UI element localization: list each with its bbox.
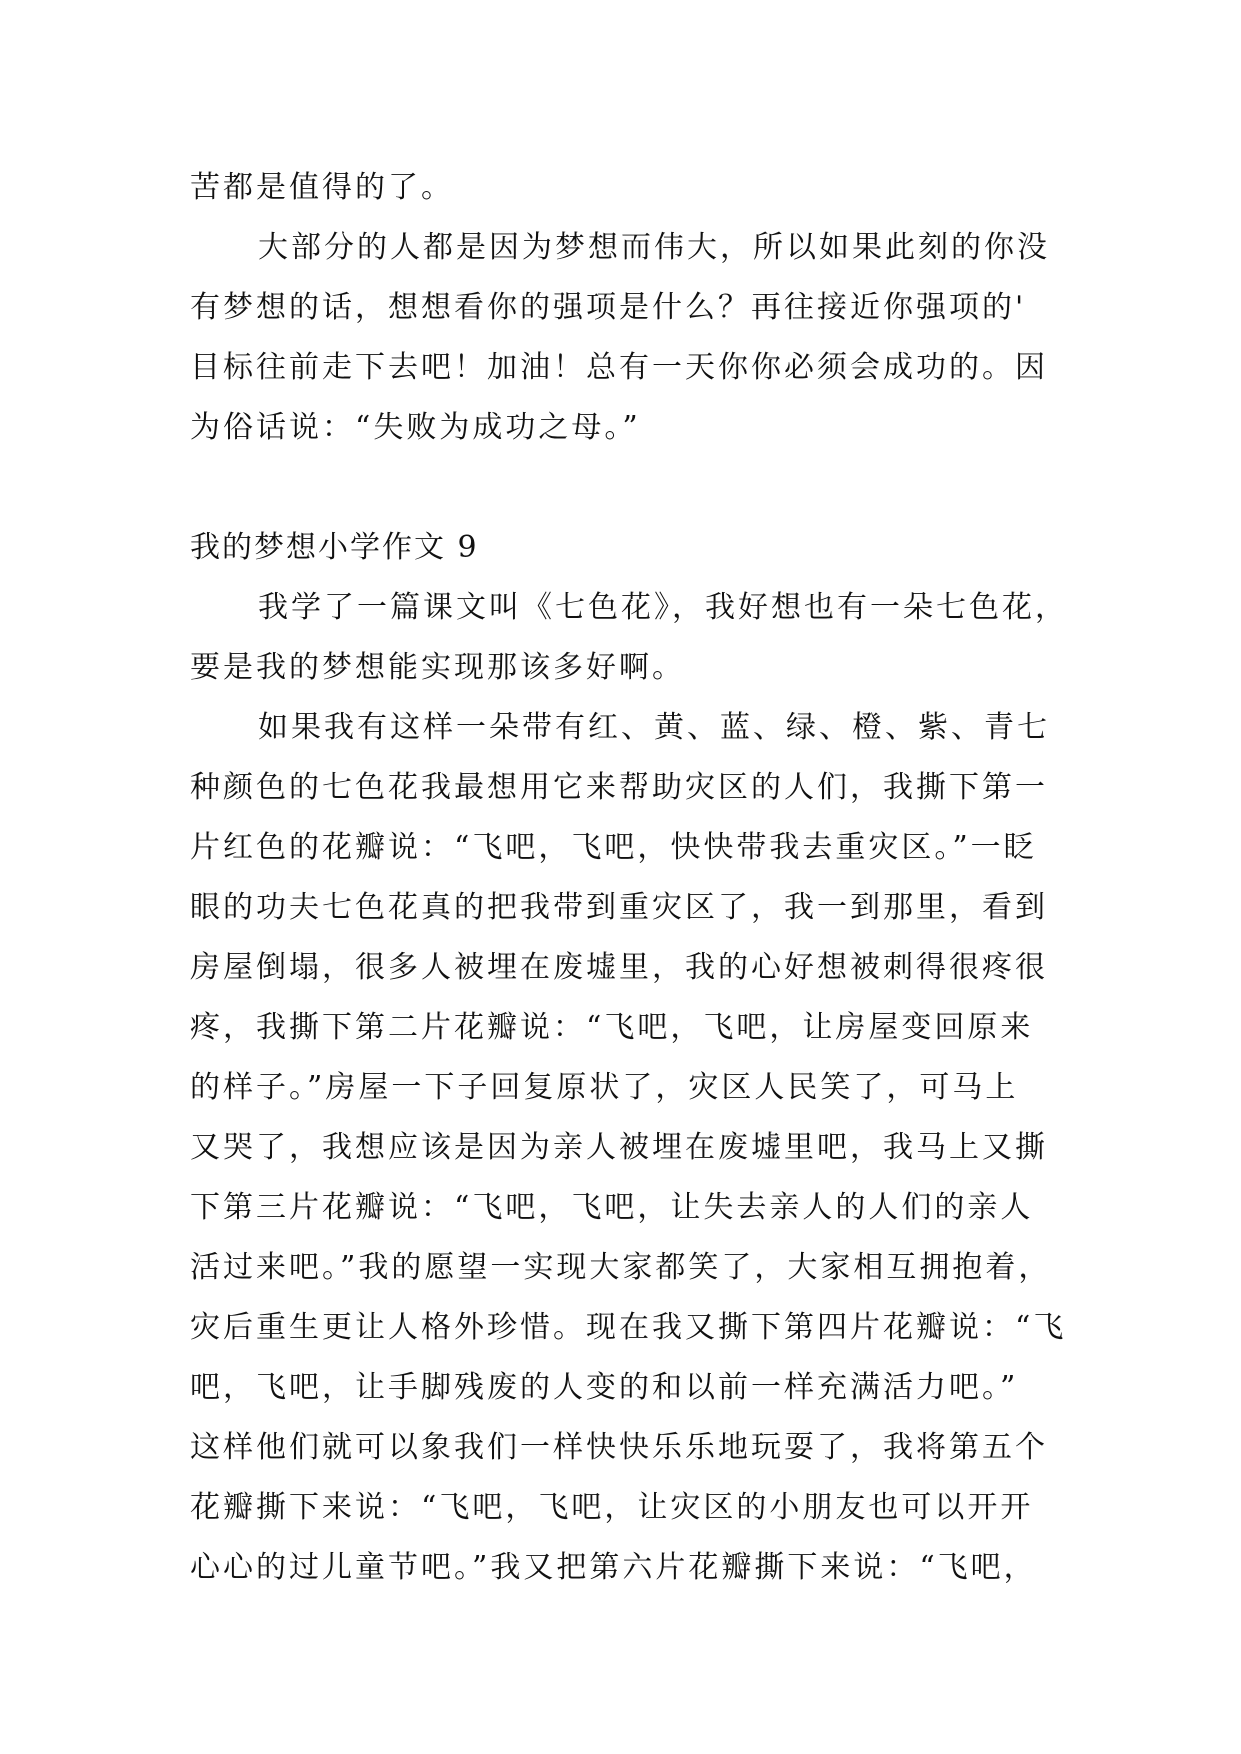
paragraph-line: 为俗话说：“失败为成功之母。” (190, 410, 641, 445)
paragraph-line: 种颜色的七色花我最想用它来帮助灾区的人们，我撕下第一 (190, 770, 1048, 805)
paragraph-line: 如果我有这样一朵带有红、黄、蓝、绿、橙、紫、青七 (258, 710, 1050, 745)
paragraph-line: 要是我的梦想能实现那该多好啊。 (190, 650, 685, 685)
paragraph-line: 下第三片花瓣说：“飞吧，飞吧，让失去亲人的人们的亲人 (190, 1190, 1034, 1225)
section-gap (190, 458, 1050, 518)
paragraph-line: 我学了一篇课文叫《七色花》，我好想也有一朵七色花， (258, 590, 1068, 625)
section-title: 我的梦想小学作文 9 (190, 530, 479, 565)
paragraph-line: 眼的功夫七色花真的把我带到重灾区了，我一到那里，看到 (190, 890, 1048, 925)
paragraph-line: 活过来吧。”我的愿望一实现大家都笑了，大家相互拥抱着， (190, 1250, 1052, 1285)
paragraph-line: 吧，飞吧，让手脚残废的人变的和以前一样充满活力吧。” (190, 1370, 1019, 1405)
paragraph-line: 大部分的人都是因为梦想而伟大，所以如果此刻的你没 (258, 230, 1050, 265)
paragraph-line: 片红色的花瓣说：“飞吧，飞吧，快快带我去重灾区。”一眨 (190, 830, 1037, 865)
paragraph-line: 目标往前走下去吧！加油！总有一天你你必须会成功的。因 (190, 350, 1048, 385)
paragraph-line: 这样他们就可以象我们一样快快乐乐地玩耍了，我将第五个 (190, 1430, 1048, 1465)
text-body (190, 158, 1068, 1598)
paragraph-line: 疼，我撕下第二片花瓣说：“飞吧，飞吧，让房屋变回原来 (190, 1010, 1034, 1045)
paragraph-line: 房屋倒塌，很多人被埋在废墟里，我的心好想被刺得很疼很 (190, 950, 1048, 985)
paragraph-line: 花瓣撕下来说：“飞吧，飞吧，让灾区的小朋友也可以开开 (190, 1490, 1034, 1525)
paragraph-line: 又哭了，我想应该是因为亲人被埋在废墟里吧，我马上又撕 (190, 1130, 1048, 1165)
paragraph-line: 心心的过儿童节吧。”我又把第六片花瓣撕下来说：“飞吧， (190, 1550, 1037, 1585)
paragraph-tail-line: 苦都是值得的了。 (190, 170, 454, 205)
paragraph-line: 灾后重生更让人格外珍惜。现在我又撕下第四片花瓣说：“飞 (190, 1310, 1067, 1345)
paragraph-line: 的样子。”房屋一下子回复原状了，灾区人民笑了，可马上 (190, 1070, 1019, 1105)
paragraph-line: 有梦想的话，想想看你的强项是什么？再往接近你强项的' (190, 290, 1027, 325)
